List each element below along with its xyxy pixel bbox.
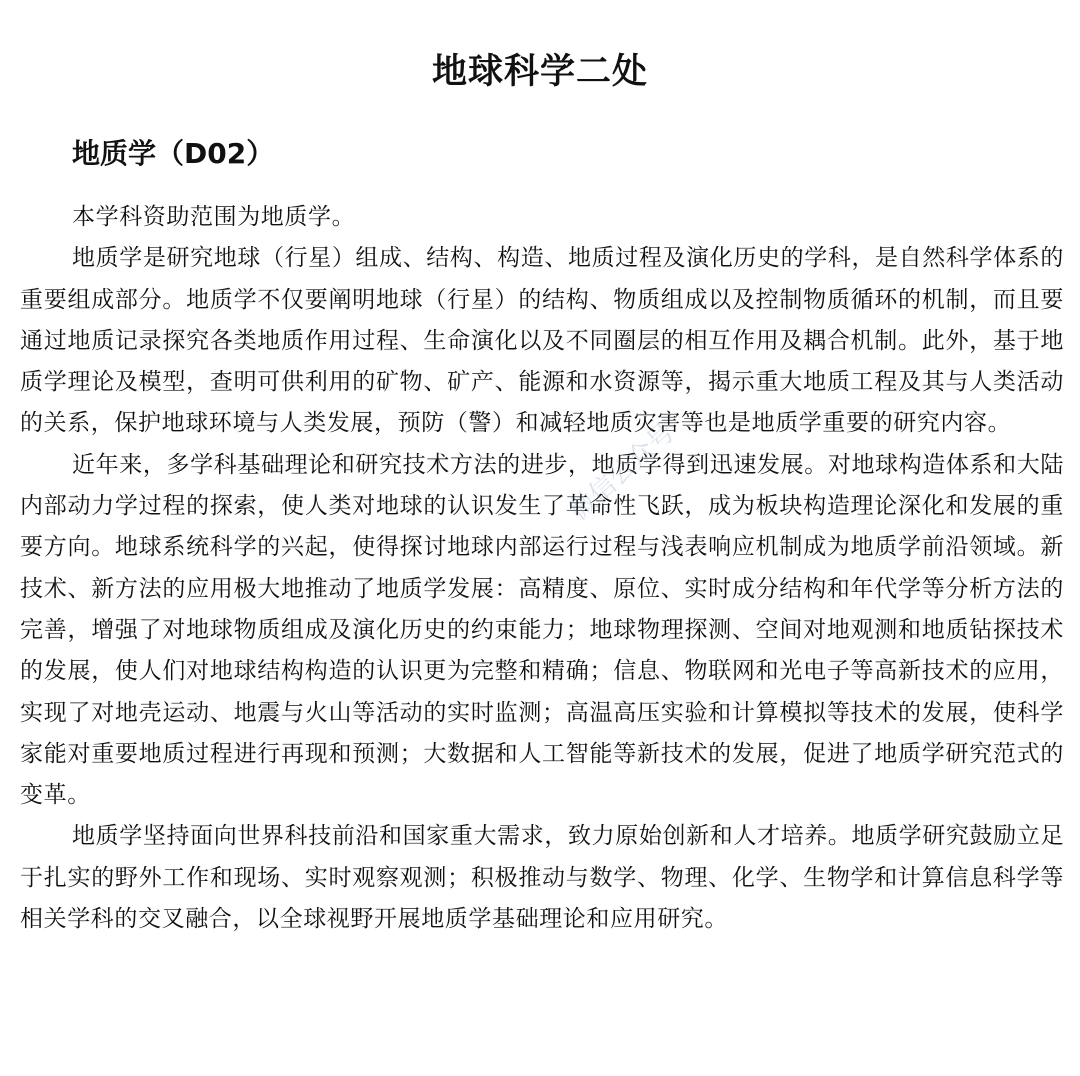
paragraph-progress: 近年来，多学科基础理论和研究技术方法的进步，地质学得到迅速发展。对地球构造体系和大陆内部动力学过程的探索，使人类对地球的认识发生了革命性飞跃，成为板块构造理论深化和发展的重要方向。地球系统科学的兴起，使得探讨地球内部运行过程与浅表响应机制成为地质学前沿领域。新技术、新方法的应用极大地推动了地质学发展：高精度、原位、实时成分结构和年代学等分析方法的完善，增强了对地球物质组成及演化历史的约束能力；地球物理探测、空间对地观测和地质钻探技术的发展，使人们对地球结构构造的认识更为完整和精确；信息、物联网和光电子等高新技术的应用，实现了对地壳运动、地震与火山等活动的实时监测；高温高压实验和计算模拟等技术的发展，使科学家能对重要地质过程进行再现和预测；大数据和人工智能等新技术的发展，促进了地质学研究范式的变革。 xyxy=(20,451,1064,809)
paragraph-scope: 本学科资助范围为地质学。 xyxy=(72,204,356,230)
paragraph-goals: 地质学坚持面向世界科技前沿和国家重大需求，致力原始创新和人才培养。地质学研究鼓励立足于扎实的野外工作和现场、实时观察观测；积极推动与数学、物理、化学、生物学和计算信息科学等相关学科的交叉融合，以全球视野开展地质学基础理论和应用研究。 xyxy=(20,823,1064,933)
section-heading: 地质学（D02） xyxy=(72,137,275,170)
paragraph-definition: 地质学是研究地球（行星）组成、结构、构造、地质过程及演化历史的学科，是自然科学体系的重要组成部分。地质学不仅要阐明地球（行星）的结构、物质组成以及控制物质循环的机制，而且要通过地质记录探究各类地质作用过程、生命演化以及不同圈层的相互作用及耦合机制。此外，基于地质学理论及模型，查明可供利用的矿物、矿产、能源和水资源等，揭示重大地质工程及其与人类活动的关系，保护地球环境与人类发展，预防（警）和减轻地质灾害等也是地质学重要的研究内容。 xyxy=(20,245,1064,437)
page-title: 地球科学二处 xyxy=(431,52,648,92)
body-text xyxy=(20,197,1064,940)
watermark: 微信公众号 xyxy=(564,417,681,527)
